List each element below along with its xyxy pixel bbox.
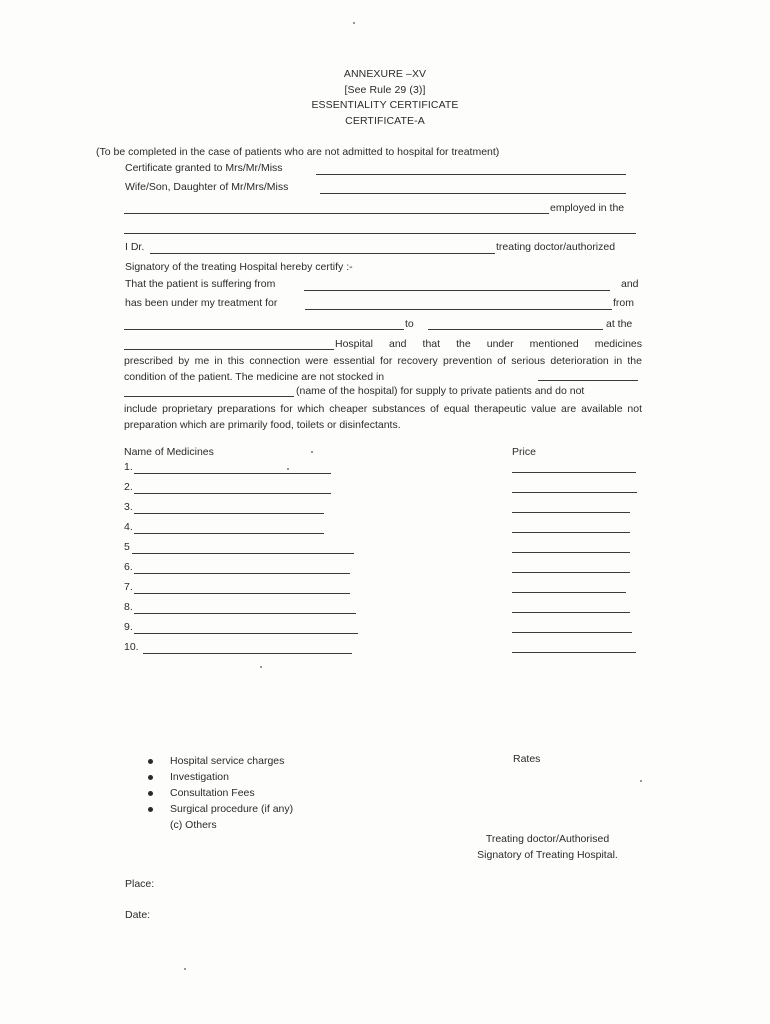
certificate-title: ESSENTIALITY CERTIFICATE	[311, 99, 459, 111]
medicine-number: 3.	[124, 501, 133, 513]
rates-header: Rates	[513, 753, 541, 765]
medicine-line[interactable]	[134, 493, 331, 494]
bullet-icon	[148, 791, 153, 796]
stocked-in-line[interactable]	[538, 380, 638, 381]
scan-speck	[287, 468, 289, 470]
price-line[interactable]	[512, 632, 632, 633]
medicine-number: 9.	[124, 621, 133, 633]
bullet-icon	[148, 807, 153, 812]
medicines-header: Name of Medicines	[124, 446, 214, 458]
medicine-line[interactable]	[134, 633, 358, 634]
signature-block	[460, 831, 635, 863]
price-line[interactable]	[512, 572, 630, 573]
to-date-line[interactable]	[428, 329, 603, 330]
medicine-line[interactable]	[134, 573, 350, 574]
price-header: Price	[512, 446, 536, 458]
price-line[interactable]	[512, 492, 637, 493]
price-line[interactable]	[512, 512, 630, 513]
medicine-line[interactable]	[132, 553, 354, 554]
charge-label: Investigation	[170, 771, 229, 783]
paragraph-tail: include proprietary preparations for which cheaper substances of equal therapeutic value are available not preparation which are primarily food, toilets or disinfectants.	[124, 403, 642, 431]
treatment-duration-line[interactable]	[305, 309, 612, 310]
granted-to-label: Certificate granted to Mrs/Mr/Miss	[125, 162, 283, 174]
to-label: to	[405, 318, 414, 330]
and-label: and	[621, 278, 639, 290]
charge-label: Hospital service charges	[170, 755, 285, 767]
bullet-icon	[148, 775, 153, 780]
document-header	[0, 67, 770, 129]
doctor-name-line[interactable]	[150, 253, 495, 254]
relation-line[interactable]	[320, 193, 626, 194]
granted-to-line[interactable]	[316, 174, 626, 175]
scan-speck	[184, 968, 186, 970]
medicine-number: 1.	[124, 461, 133, 473]
charge-label: Surgical procedure (if any)	[170, 803, 294, 815]
suffering-from-label: That the patient is suffering from	[125, 278, 276, 290]
rule-reference: [See Rule 29 (3)]	[344, 83, 426, 96]
scan-speck	[311, 451, 313, 453]
medicine-number: 6.	[124, 561, 133, 573]
under-treatment-label: has been under my treatment for	[125, 297, 278, 309]
from-date-line[interactable]	[124, 329, 404, 330]
scan-speck	[353, 22, 355, 24]
charge-others-label: (c) Others	[170, 819, 217, 831]
employer-line[interactable]	[124, 233, 636, 234]
certificate-subtitle: CERTIFICATE-A	[345, 114, 425, 127]
medicine-number: 10.	[124, 641, 139, 653]
treating-doctor-label: treating doctor/authorized	[496, 241, 616, 253]
at-the-label: at the	[606, 318, 633, 330]
medicine-line[interactable]	[134, 613, 356, 614]
medicine-line[interactable]	[134, 593, 350, 594]
medicine-number: 2.	[124, 481, 133, 493]
medicine-line[interactable]	[134, 533, 324, 534]
relation-label: Wife/Son, Daughter of Mr/Mrs/Miss	[125, 181, 289, 193]
hospital-supply-line[interactable]	[124, 396, 294, 397]
medicine-line[interactable]	[134, 473, 331, 474]
price-line[interactable]	[512, 552, 630, 553]
price-line[interactable]	[512, 592, 626, 593]
price-line[interactable]	[512, 532, 630, 533]
medicine-line[interactable]	[134, 513, 324, 514]
i-dr-label: I Dr.	[125, 241, 145, 253]
medicine-line[interactable]	[143, 653, 352, 654]
price-line[interactable]	[512, 612, 630, 613]
place-label: Place:	[125, 878, 155, 890]
scan-speck	[260, 666, 262, 668]
charge-label: Consultation Fees	[170, 787, 255, 799]
signature-line-1: Treating doctor/Authorised	[485, 833, 610, 845]
intro-note: (To be completed in the case of patients who are not admitted to hospital for treatment)	[96, 146, 500, 158]
name-of-hospital-text: (name of the hospital) for supply to private patients and do not	[296, 385, 585, 397]
annexure-title: ANNEXURE –XV	[343, 68, 427, 80]
bullet-icon	[148, 759, 153, 764]
price-line[interactable]	[512, 652, 636, 653]
from-label: from	[613, 297, 634, 309]
date-label: Date:	[125, 909, 151, 921]
medicine-number: 7.	[124, 581, 133, 593]
medicine-number: 5	[124, 541, 130, 553]
paragraph-rest: prescribed by me in this connection were essential for recovery prevention of serious deterioration in the condition of the patient. The medicine are not stocked in	[124, 355, 642, 383]
scan-speck	[640, 780, 642, 782]
employed-in-label: employed in the	[550, 202, 625, 214]
paragraph-line-1: Hospital and that the under mentioned medicines	[335, 338, 642, 350]
price-line[interactable]	[512, 472, 636, 473]
medicine-number: 4.	[124, 521, 133, 533]
medicine-number: 8.	[124, 601, 133, 613]
signatory-certify-text: Signatory of the treating Hospital hereby certify :-	[125, 261, 353, 273]
hospital-name-line[interactable]	[124, 349, 334, 350]
signature-line-2: Signatory of Treating Hospital.	[477, 849, 618, 861]
employee-name-line[interactable]	[124, 213, 549, 214]
diagnosis-line[interactable]	[304, 290, 610, 291]
